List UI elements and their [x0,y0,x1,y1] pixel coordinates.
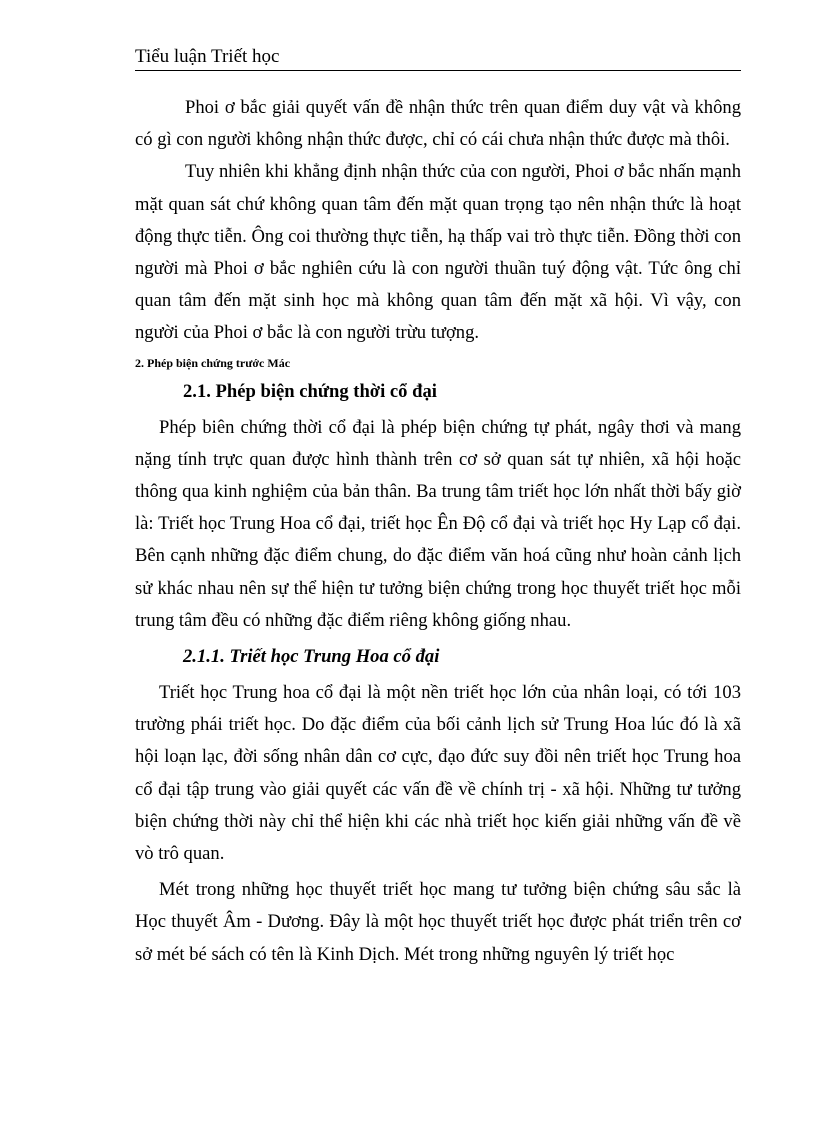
paragraph-2: Tuy nhiên khi khẳng định nhận thức của con người, Phoi ơ bắc nhấn mạnh mặt quan sát chứ không quan tâm đến mặt quan trọng tạo nên nhận thức là hoạt động thực tiễn. Ông coi thường thực tiễn, hạ thấp vai trò thực tiễn. Đồng thời con người mà Phoi ơ bắc nghiên cứu là con người thuần tuý động vật. Tức ông chỉ quan tâm đến mặt sinh học mà không quan tâm đến mặt xã hội. Vì vậy, con người của Phoi ơ bắc là con người trừu tượng. [135,161,741,344]
header-title: Tiểu luận Triết học [135,46,280,67]
page-header [135,46,741,71]
paragraph-3: Phép biên chứng thời cổ đại là phép biện chứng tự phát, ngây thơi và mang nặng tính trực quan được hình thành trên cơ sở quan sát tự nhiên, xã hội hoặc thông qua kinh nghiệm của bản thân. Ba trung tâm triết học lớn nhất thời bấy giờ là: Triết học Trung Hoa cổ đại, triết học Ên Độ cổ đại và triết học Hy Lạp cổ đại. Bên cạnh những đặc điểm chung, do đặc điểm văn hoá cũng như hoàn cảnh lịch sử khác nhau nên sự thể hiện tư tưởng biện chứng trong học thuyết triết học mỗi trung tâm đều có những đặc điểm riêng không giống nhau. [135,416,741,631]
paragraph-4: Triết học Trung hoa cổ đại là một nền triết học lớn của nhân loại, có tới 103 trường phái triết học. Do đặc điểm của bối cảnh lịch sử Trung Hoa lúc đó là xã hội loạn lạc, đời sống nhân dân cơ cực, đạo đức suy đồi nên triết học Trung hoa cổ đại tập trung vào giải quyết các vấn đề về chính trị - xã hội. Những tư tưởng biện chứng thời này chỉ thể hiện khi các nhà triết học kiến giải những vấn đề về vò trô quan. [135,682,741,865]
paragraph-5: Mét trong những học thuyết triết học mang tư tưởng biện chứng sâu sắc là Học thuyết Âm - Dương. Đây là một học thuyết triết học được phát triển trên cơ sở mét bé sách có tên là Kinh Dịch. Mét trong những nguyên lý triết học [135,879,741,965]
section-heading: 2. Phép biện chứng trước Mác [135,355,291,370]
subsubsection-heading: 2.1.1. Triết học Trung Hoa cổ đại [183,646,440,668]
document-body [135,92,741,971]
paragraph-1: Phoi ơ bắc giải quyết vấn đề nhận thức trên quan điểm duy vật và không có gì con người không nhận thức được, chỉ có cái chưa nhận thức được mà thôi. [135,97,741,151]
subsection-heading: 2.1. Phép biện chứng thời cổ đại [183,380,437,402]
